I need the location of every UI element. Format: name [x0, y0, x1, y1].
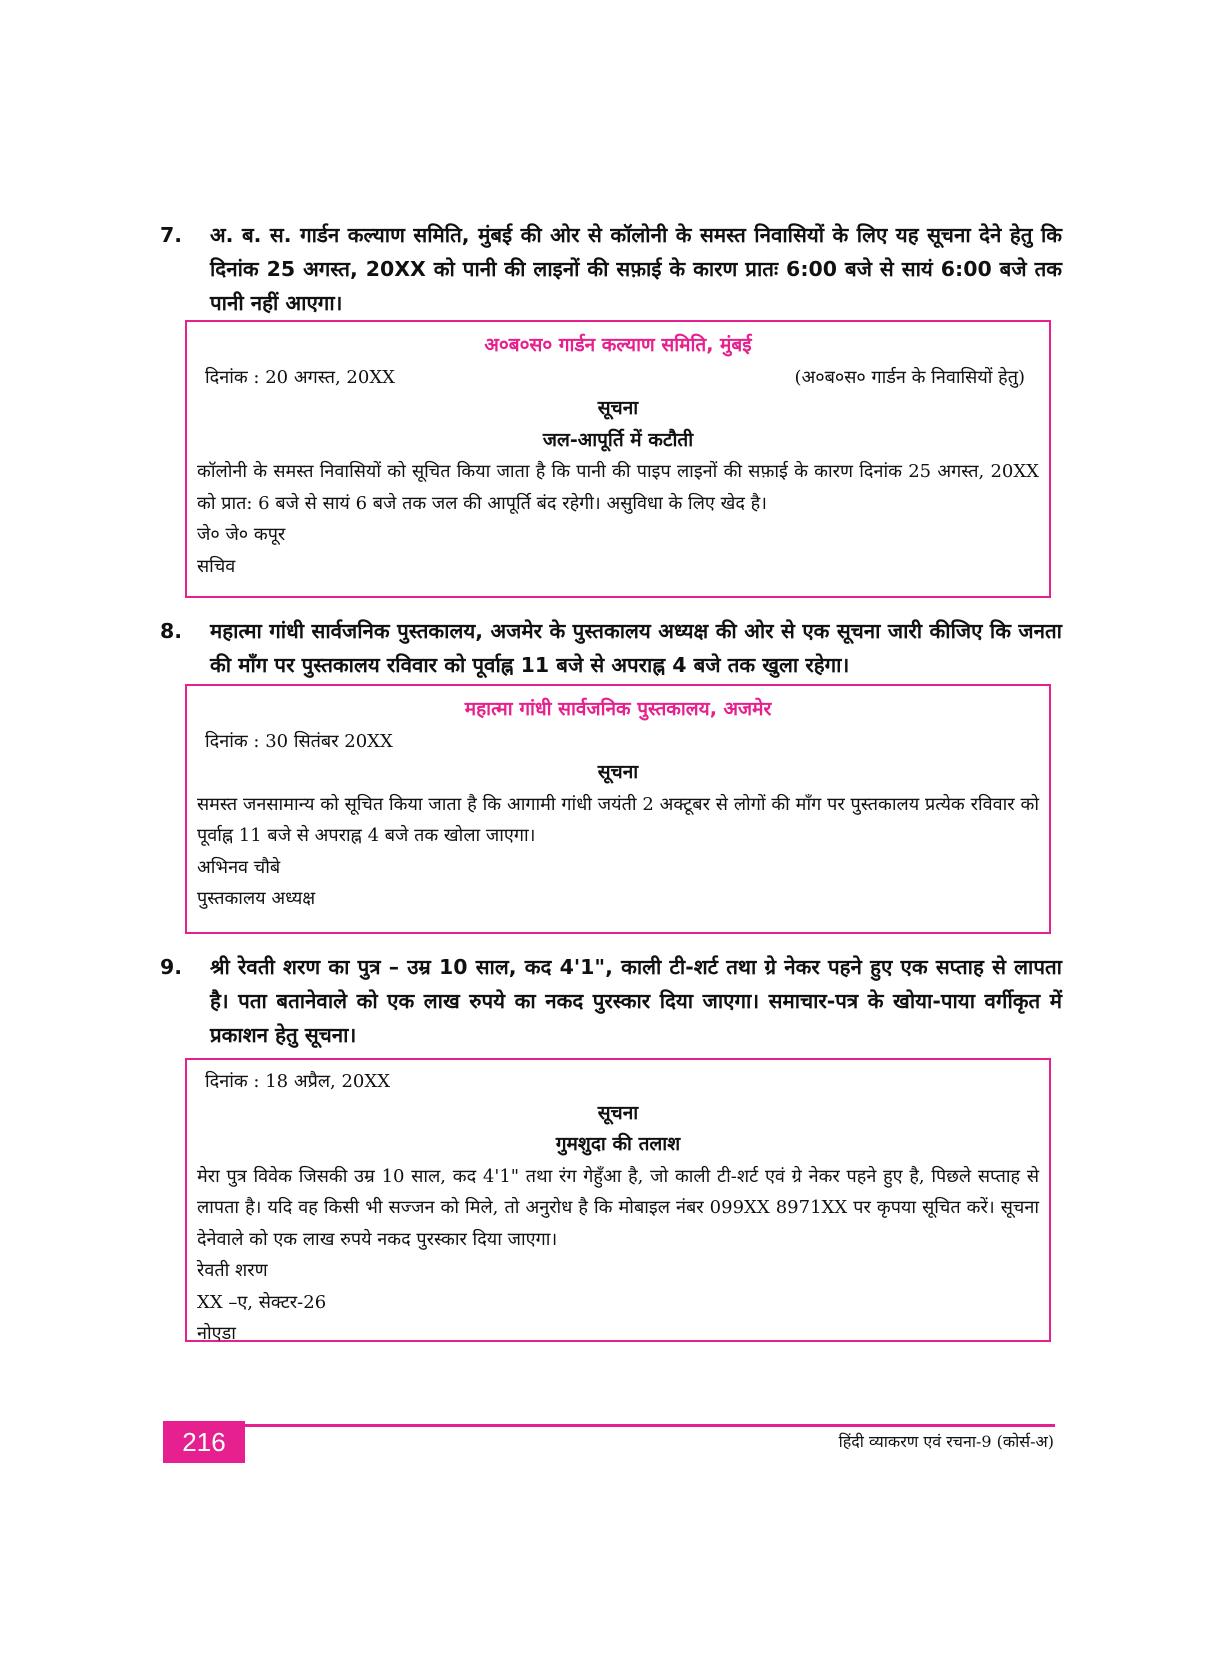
notice-date: दिनांक : 18 अप्रैल, 20XX: [205, 1071, 391, 1092]
notice-body: मेरा पुत्र विवेक जिसकी उम्र 10 साल, कद 4'1" तथा रंग गेहुँआ है, जो काली टी-शर्ट एवं ग्रे नेकर पहने हुए है, पिछले सप्ताह से लापता है। यदि वह किसी भी सज्जन को मिले, तो अनुरोध है कि मोबाइल नंबर 099XX 8971XX पर कृपया सूचित करें। सूचना देनेवाले को एक लाख रुपये नकद पुरस्कार दिया जाएगा।: [197, 1165, 1039, 1250]
notice-body: समस्त जनसामान्य को सूचित किया जाता है कि आगामी गांधी जयंती 2 अक्टूबर से लोगों की माँग पर पुस्तकालय प्रत्येक रविवार को पूर्वाह्न 11 बजे से अपराह्न 4 बजे तक खोला जाएगा।: [197, 793, 1039, 846]
notice-address-line: XX –ए, सेक्टर-26: [197, 1291, 327, 1313]
notice-subheading: जल-आपूर्ति में कटौती: [542, 428, 694, 451]
notice-body: कॉलोनी के समस्त निवासियों को सूचित किया जाता है कि पानी की पाइप लाइनों की सफ़ाई के कारण दिनांक 25 अगस्त, 20XX को प्रात: 6 बजे से सायं 6 बजे तक जल की आपूर्ति बंद रहेगी। असुविधा के लिए खेद है।: [197, 461, 1039, 514]
date-row: [197, 362, 1039, 394]
notice-signatory: रेवती शरण: [197, 1260, 268, 1281]
notice-audience: (अ०ब०स० गार्डन के निवासियों हेतु): [794, 366, 1025, 388]
notice-date: दिनांक : 20 अगस्त, 20XX: [205, 366, 395, 388]
question-text: अ. ब. स. गार्डन कल्याण समिति, मुंबई की ओर से कॉलोनी के समस्त निवासियों के लिए यह सूचना देने हेतु कि दिनांक 25 अगस्त, 20XX को पानी की लाइनों की सफ़ाई के कारण प्रातः 6:00 बजे से सायं 6:00 बजे तक पानी नहीं आएगा।: [210, 223, 1062, 315]
question-text: श्री रेवती शरण का पुत्र – उम्र 10 साल, कद 4'1", काली टी-शर्ट तथा ग्रे नेकर पहने हुए एक सप्ताह से लापता है। पता बतानेवाले को एक लाख रुपये का नकद पुरस्कार दिया जाएगा। समाचार-पत्र के खोया-पाया वर्गीकृत में प्रकाशन हेतु सूचना।: [210, 955, 1062, 1047]
notice-subheading: गुमशुदा की तलाश: [555, 1133, 681, 1155]
page-number: 216: [163, 1421, 245, 1463]
notice-signatory: अभिनव चौबे: [197, 856, 281, 878]
question-number: 8.: [160, 619, 183, 643]
question-text: महात्मा गांधी सार्वजनिक पुस्तकालय, अजमेर के पुस्तकालय अध्यक्ष की ओर से एक सूचना जारी कीजिए कि जनता की माँग पर पुस्तकालय रविवार को पूर्वाह्न 11 बजे से अपराह्न 4 बजे तक खुला रहेगा।: [210, 619, 1062, 677]
notice-box-7: [185, 320, 1051, 598]
notice-box-8: [185, 684, 1051, 934]
notice-box-9: [185, 1058, 1051, 1342]
notice-heading: सूचना: [597, 761, 639, 783]
notice-heading: सूचना: [597, 397, 639, 419]
question-number: 9.: [160, 955, 183, 979]
notice-signatory: जे० जे० कपूर: [197, 524, 286, 545]
notice-date: दिनांक : 30 सितंबर 20XX: [205, 730, 393, 752]
date-row: [197, 726, 1039, 758]
notice-designation: सचिव: [197, 555, 236, 577]
question-7: [162, 218, 1062, 320]
notice-org: महात्मा गांधी सार्वजनिक पुस्तकालय, अजमेर: [464, 698, 772, 720]
notice-org: अ०ब०स० गार्डन कल्याण समिति, मुंबई: [484, 334, 752, 356]
notice-designation: पुस्तकालय अध्यक्ष: [197, 888, 316, 909]
notice-address-line: नोएडा: [197, 1323, 236, 1344]
footer-rule: [163, 1424, 1055, 1427]
notice-heading: सूचना: [597, 1101, 639, 1124]
date-row: [197, 1066, 1039, 1098]
question-9: [162, 950, 1062, 1052]
question-8: [162, 614, 1062, 682]
question-number: 7.: [160, 223, 183, 247]
book-title: हिंदी व्याकरण एवं रचना-9 (कोर्स-अ): [838, 1432, 1054, 1451]
